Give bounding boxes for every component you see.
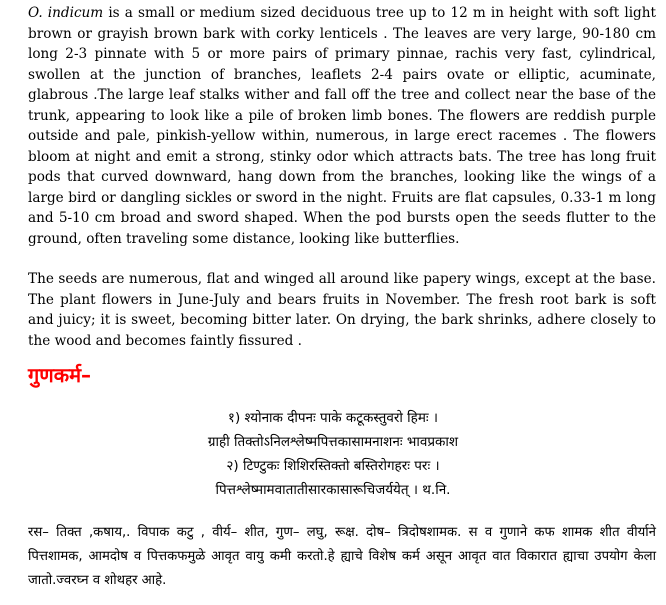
verse-line-4: पित्तश्लेष्मामवातातीसारकासारूचिजर्ययेत् । थ.नि. — [215, 482, 451, 498]
seeds-paragraph: The seeds are numerous, flat and winged all around like papery wings, except at the base. The plant flowers in June-July and bears fruits in November. The fresh root bark is soft and juicy; it is sweet, becoming bitter later. On drying, the bark shrinks, adhere closely to the wood and becomes faintly fissured . — [28, 271, 656, 349]
verse-line-2: ग्राही तिक्तोऽनिलश्लेष्मपित्तकासामनाशनः भावप्रकाश — [207, 434, 459, 450]
description-text: is a small or medium sized deciduous tree up to 12 m in height with soft light brown or grayish brown bark with corky lenticels . The leaves are very large, 90-180 cm long 2-3 pinnate with 5 or more pairs of primary pinnae, rachis very fast, cylindrical, swollen at the junction of branches, leaflets 2-4 pairs ovate or elliptic, acuminate, glabrous .The large leaf stalks wither and fall off the tree and collect near the base of the trunk, appearing to look like a pile of broken limb bones. The flowers are reddish purple outside and pale, pinkish-yellow within, numerous, in large erect racemes . The flowers bloom at night and emit a strong, stinky odor which attracts bats. The tree has long fruit pods that curved downward, hang down from the branches, looking like the wings of a large bird or dangling sickles or sword in the night. Fruits are flat capsules, 0.33-1 m long and 5-10 cm broad and sword shaped. When the pod bursts open the seeds flutter to the ground, often traveling some distance, looking like butterflies. — [28, 5, 656, 247]
description-paragraph — [28, 3, 656, 249]
verse-line-1: १) श्योनाक दीपनः पाके कटूकस्तुवरो हिमः । — [227, 410, 439, 426]
verse-line-3: २) टिण्टुकः शिशिरस्तिक्तो बस्तिरोगहरः परः । — [226, 458, 440, 474]
section-heading: गुणकर्म– — [28, 363, 92, 387]
species-name: O. indicum — [28, 5, 104, 21]
marathi-properties-paragraph: रस– तिक्त ,कषाय,. विपाक कटु , वीर्य– शीत, गुण– लघु, रूक्ष. दोष– त्रिदोषशामक. स व गुणाने कफ शामक शीत वीर्याने पित्तशामक, आमदोष व पित्तकफमुळे आवृत वायु कमी करतो.हे ह्याचे विशेष कर्म असून आवृत वात विकारात ह्याचा उपयोग केला जातो.ज्वरघ्न व शोथहर आहे. — [28, 525, 656, 588]
